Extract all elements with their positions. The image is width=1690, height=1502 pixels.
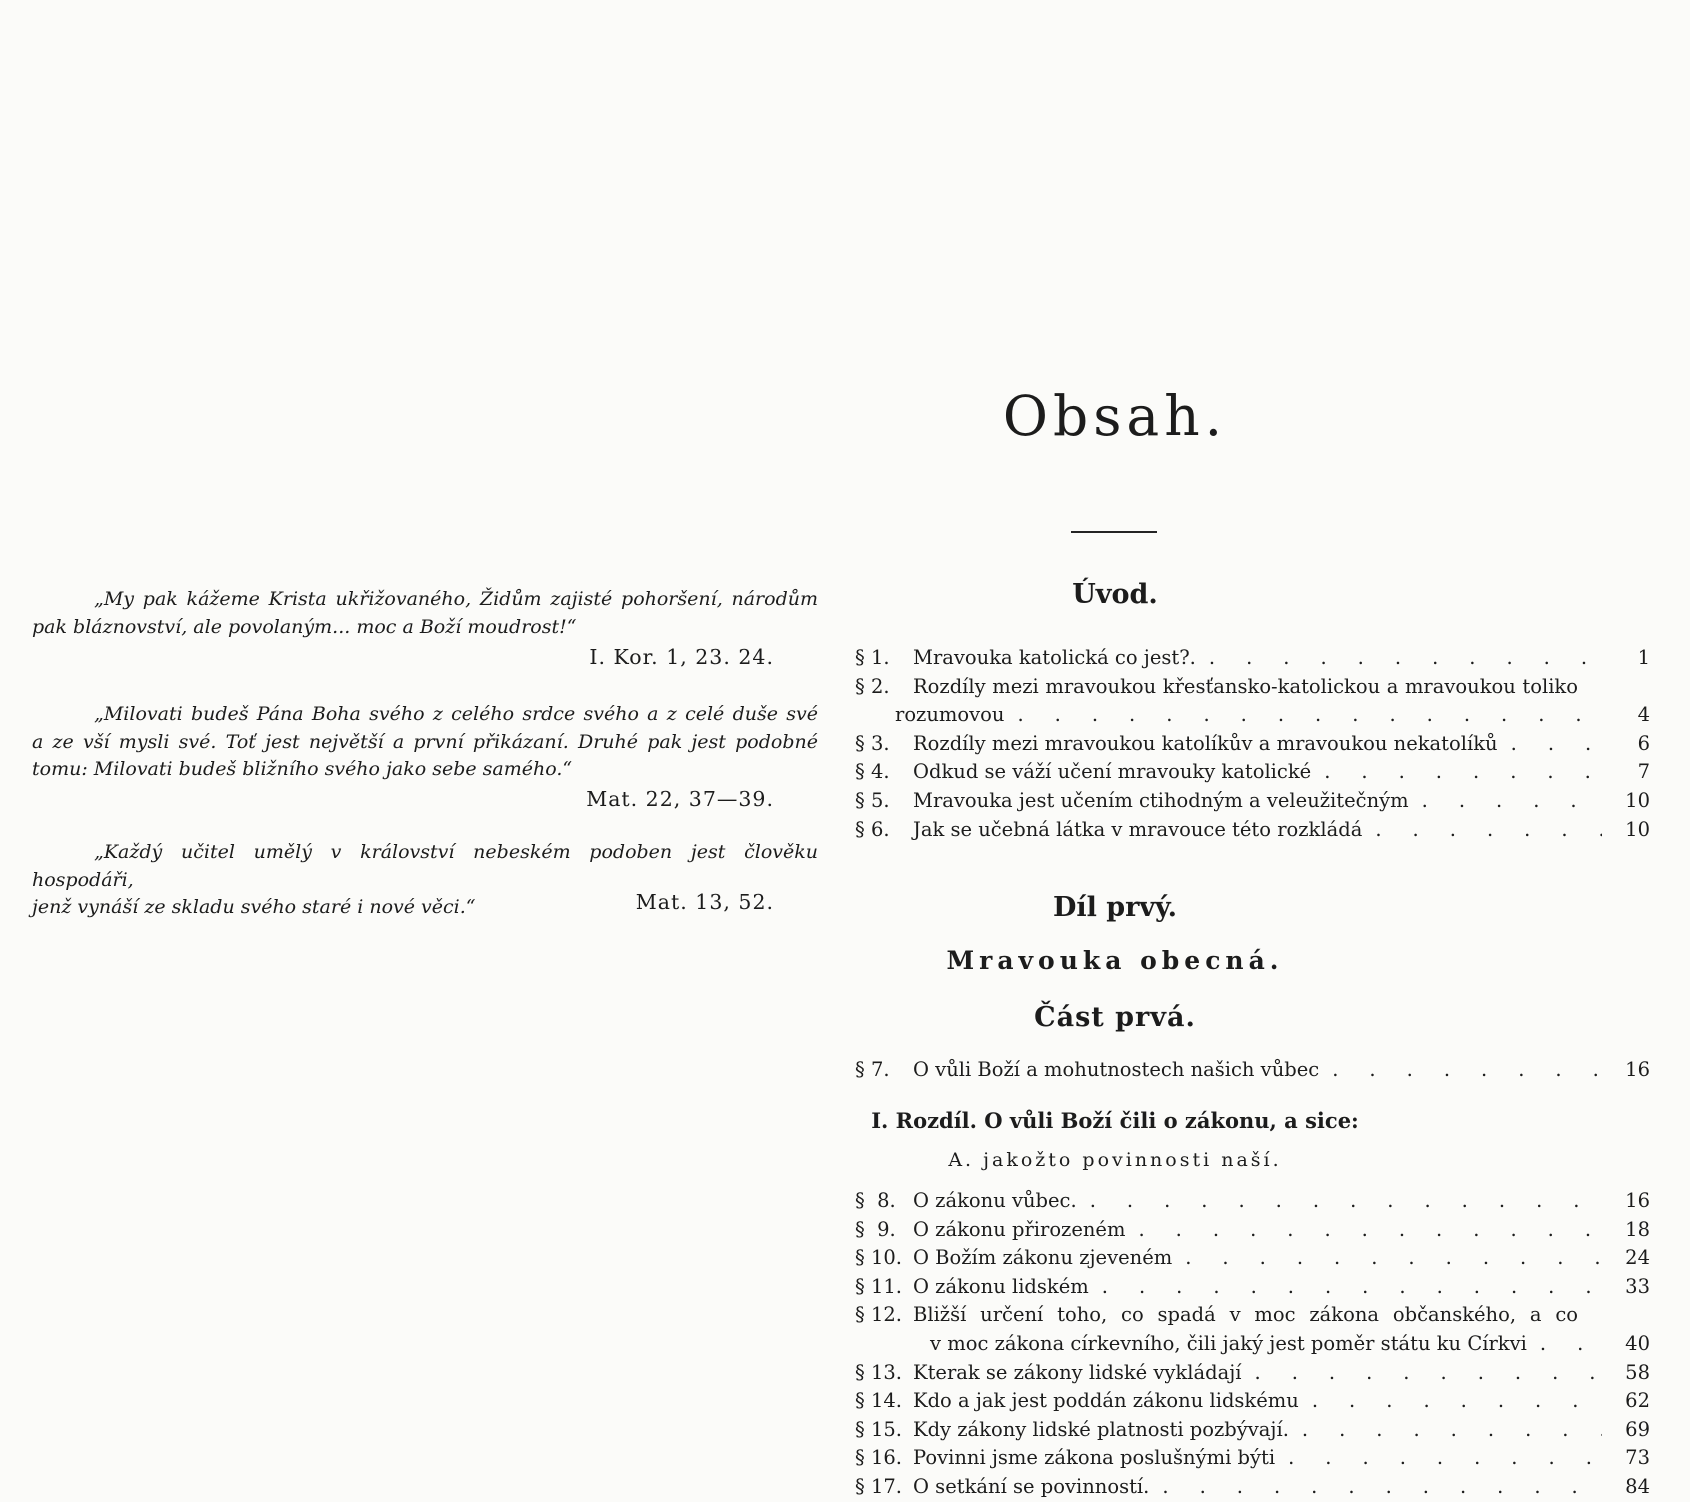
quote-line: „Milovati budeš Pána Boha svého z celého srdce svého a z celé duše své [94, 703, 818, 725]
toc-page-number: 6 [1637, 731, 1650, 755]
toc-dot-leader [1362, 816, 1602, 845]
toc-dot-leader [1077, 1187, 1602, 1216]
toc-entry-text: O zákonu lidském [913, 1274, 1089, 1298]
toc-page-number: 33 [1625, 1274, 1650, 1298]
toc-dot-leader [1196, 644, 1602, 673]
toc-dot-leader [1409, 787, 1602, 816]
toc-entry-row [855, 1444, 1650, 1473]
toc-page-number: 69 [1625, 1417, 1650, 1441]
toc-entry-text: Kdo a jak jest poddán zákonu lidskému [913, 1389, 1299, 1413]
toc-entry-number: § 2. [855, 674, 890, 698]
toc-entry-text: Rozdíly mezi mravoukou křesťansko-katolickou a mravoukou toliko [913, 674, 1578, 698]
toc-section-part [855, 1056, 1650, 1085]
toc-dot-leader [1299, 1387, 1602, 1416]
quote-citation: I. Kor. 1, 23. 24. [589, 645, 774, 669]
toc-dot-leader [1149, 1473, 1602, 1502]
toc-entry-text: v moc zákona církevního, čili jaký jest poměr státu ku Církvi [930, 1331, 1527, 1355]
toc-entry-number: § 13. [855, 1360, 902, 1384]
toc-page-number: 18 [1625, 1217, 1650, 1241]
heading-rozdil: I. Rozdíl. O vůli Boží čili o zákonu, a sice: [871, 1108, 1359, 1133]
heading-mravouka-obecna: Mravouka obecná. [946, 946, 1284, 975]
toc-page-number: 73 [1625, 1446, 1650, 1470]
heading-cast-prva: Část prvá. [1034, 1002, 1196, 1033]
toc-entry-number: § 17. [855, 1474, 902, 1498]
toc-entry-text: rozumovou [895, 703, 1005, 727]
heading-subsection: A. jakožto povinnosti naší. [948, 1149, 1282, 1171]
toc-entry-row [855, 1244, 1650, 1273]
toc-entry-text: Mravouka jest učením ctihodným a veleužitečným [913, 788, 1409, 812]
toc-entry-row [855, 758, 1650, 787]
toc-entry-number: § 11. [855, 1274, 902, 1298]
toc-entry-number: § 6. [855, 817, 890, 841]
toc-entry-text: Odkud se váží učení mravouky katolické [913, 760, 1312, 784]
toc-entry-row [855, 1056, 1650, 1085]
toc-page-number: 58 [1625, 1360, 1650, 1384]
toc-entry-text: O Božím zákonu zjeveném [913, 1246, 1173, 1270]
quote-line: pak bláznovství, ale povolaným... moc a Boží moudrost!“ [32, 615, 577, 638]
toc-entry-number: § 14. [855, 1389, 902, 1413]
quote-citation: Mat. 22, 37—39. [586, 787, 774, 811]
toc-entry-number: § 1. [855, 646, 890, 669]
quote-block [32, 701, 818, 784]
toc-page-number: 40 [1625, 1331, 1650, 1355]
toc-entry-row [855, 1273, 1650, 1302]
toc-entry-row [855, 1473, 1650, 1502]
right-page [855, 0, 1650, 1500]
heading-dil-prvy: Díl prvý. [1052, 892, 1178, 923]
heading-uvod: Úvod. [1072, 579, 1158, 610]
toc-entry-text: Rozdíly mezi mravoukou katolíkův a mravoukou nekatolíků [913, 731, 1498, 755]
toc-entry-number: § 5. [855, 788, 890, 812]
toc-dot-leader [1498, 730, 1602, 759]
toc-entry-text: Kdy zákony lidské platnosti pozbývají. [913, 1417, 1289, 1441]
toc-entry-text: Bližší určení toho, co spadá v moc zákona občanského, a co [913, 1303, 1578, 1327]
toc-entry-text: Kterak se zákony lidské vykládají [913, 1360, 1242, 1384]
toc-page-number: 7 [1637, 760, 1650, 784]
toc-entry-row [855, 644, 1650, 673]
quote-citation: Mat. 13, 52. [635, 890, 774, 914]
quote-line: jenž vynáší ze skladu svého staré i nové věci.“ [32, 896, 476, 918]
toc-entry-text: Povinni jsme zákona poslušnými býti [913, 1446, 1276, 1470]
toc-dot-leader [1289, 1416, 1602, 1445]
toc-dot-leader [1311, 758, 1602, 787]
toc-entry-row [855, 730, 1650, 759]
toc-entry-row [855, 1216, 1650, 1245]
toc-entry-number: § 4. [855, 760, 890, 784]
toc-dot-leader [1319, 1056, 1602, 1085]
toc-entry-row [855, 1359, 1650, 1388]
quote-line: „Každý učitel umělý v království nebeském podoben jest člověku hospodáři, [32, 841, 818, 891]
quote-block [32, 586, 818, 641]
quote-line: tomu: Milovati budeš bližního svého jako sebe samého.“ [32, 758, 573, 780]
toc-entry-row [855, 816, 1650, 845]
page-title: Obsah. [1002, 384, 1228, 448]
toc-entry-number: § 12. [855, 1303, 902, 1327]
quote-line: „My pak kážeme Krista ukřižovaného, Židům zajisté pohoršení, národům [94, 588, 818, 610]
toc-dot-leader [1004, 701, 1602, 730]
toc-entry-row [855, 1330, 1650, 1359]
toc-page-number: 10 [1625, 817, 1650, 841]
toc-entry-row [855, 1416, 1650, 1445]
toc-dot-leader [1527, 1330, 1602, 1359]
toc-entry-text: O zákonu přirozeném [913, 1217, 1126, 1241]
toc-dot-leader [1172, 1244, 1602, 1273]
toc-page-number: 62 [1625, 1389, 1650, 1413]
toc-entry-row [855, 1301, 1650, 1330]
toc-page-number: 16 [1625, 1189, 1650, 1212]
toc-dot-leader [1275, 1444, 1602, 1473]
toc-section-law [855, 1187, 1650, 1502]
toc-entry-row [855, 673, 1650, 702]
title-rule-divider [1071, 531, 1157, 533]
toc-entry-number: § 3. [855, 731, 890, 755]
toc-dot-leader [1089, 1273, 1602, 1302]
toc-page-number: 4 [1637, 703, 1650, 727]
toc-entry-row [855, 787, 1650, 816]
toc-page-number: 10 [1625, 788, 1650, 812]
toc-entry-text: Jak se učebná látka v mravouce této rozkládá [913, 817, 1363, 841]
toc-entry-text: O zákonu vůbec. [913, 1189, 1077, 1212]
toc-entry-number: § 9. [855, 1217, 896, 1241]
toc-entry-text: O setkání se povinností. [913, 1474, 1150, 1498]
toc-entry-row [855, 1187, 1650, 1216]
toc-entry-text: O vůli Boží a mohutnostech našich vůbec [913, 1058, 1320, 1081]
toc-entry-number: § 15. [855, 1417, 902, 1441]
toc-dot-leader [1242, 1359, 1602, 1388]
toc-section-intro [855, 644, 1650, 844]
toc-entry-row [855, 701, 1650, 730]
toc-page-number: 24 [1625, 1246, 1650, 1270]
toc-entry-number: § 8. [855, 1189, 896, 1212]
toc-page-number: 84 [1625, 1474, 1650, 1498]
toc-page-number: 1 [1637, 646, 1650, 669]
toc-page-number: 16 [1625, 1058, 1650, 1081]
toc-dot-leader [1125, 1216, 1602, 1245]
quote-line: a ze vší mysli své. Toť jest největší a první přikázaní. Druhé pak jest podobné [32, 730, 818, 753]
left-page [32, 0, 818, 1500]
toc-entry-number: § 7. [855, 1058, 890, 1081]
toc-entry-text: Mravouka katolická co jest?. [913, 646, 1196, 669]
toc-entry-number: § 16. [855, 1446, 902, 1470]
toc-entry-row [855, 1387, 1650, 1416]
toc-entry-number: § 10. [855, 1246, 902, 1270]
